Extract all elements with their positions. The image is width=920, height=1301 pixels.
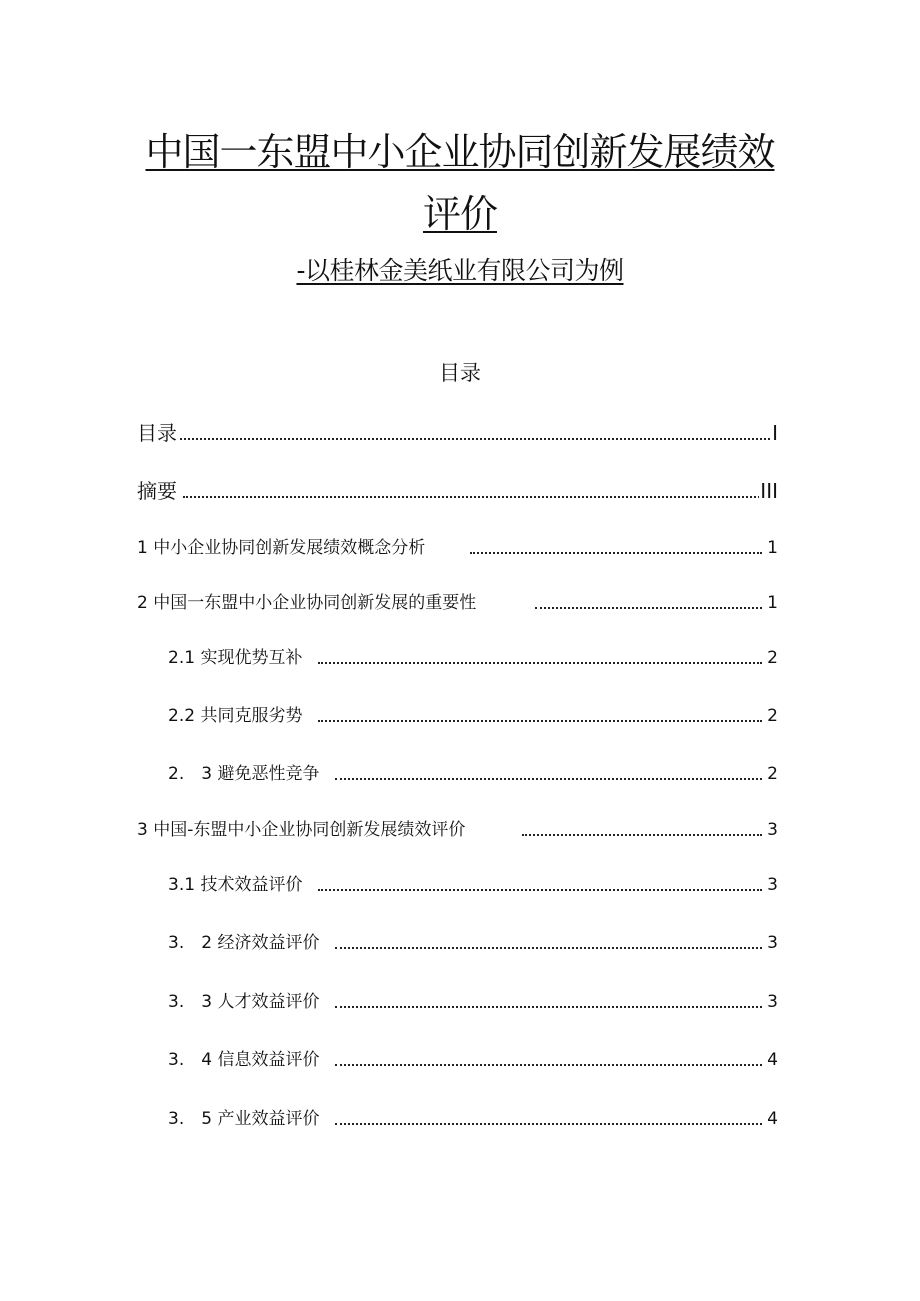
- toc-entry-page: 3: [767, 875, 778, 895]
- toc-entry-section-3[interactable]: [0, 812, 920, 842]
- toc-entry-page: 3: [767, 820, 778, 840]
- toc-leader-dots: [318, 662, 762, 664]
- toc-entry-section-3-5[interactable]: [0, 1101, 920, 1131]
- toc-entry-abstract[interactable]: [0, 474, 920, 504]
- toc-leader-dots: [318, 889, 762, 891]
- toc-entry-label: 2. 3 避免恶性竞争: [168, 764, 320, 784]
- toc-entry-section-3-1[interactable]: [0, 867, 920, 897]
- toc-entry-label: 3.1 技术效益评价: [168, 875, 303, 895]
- document-title-line-1: 中国一东盟中小企业协同创新发展绩效: [145, 130, 775, 174]
- toc-entry-label: 3. 5 产业效益评价: [168, 1109, 320, 1129]
- toc-entry-section-2-3[interactable]: [0, 756, 920, 786]
- document-subtitle: -以桂林金美纸业有限公司为例: [296, 256, 624, 285]
- toc-entry-label: 摘要: [137, 479, 177, 503]
- toc-entry-page: 3: [767, 933, 778, 953]
- toc-entry-page: 4: [767, 1109, 778, 1129]
- toc-leader-dots: [183, 496, 760, 498]
- toc-entry-contents[interactable]: [0, 416, 920, 446]
- toc-entry-page: III: [760, 479, 778, 503]
- toc-entry-page: 4: [767, 1050, 778, 1070]
- toc-entry-page: I: [772, 421, 778, 445]
- toc-entry-section-3-2[interactable]: [0, 925, 920, 955]
- toc-entry-page: 2: [767, 706, 778, 726]
- toc-heading: 目录: [439, 361, 481, 385]
- toc-entry-label: 1 中小企业协同创新发展绩效概念分析: [137, 538, 426, 558]
- toc-entry-label: 3. 3 人才效益评价: [168, 992, 320, 1012]
- toc-entry-label: 3 中国-东盟中小企业协同创新发展绩效评价: [137, 820, 466, 840]
- toc-leader-dots: [335, 1064, 762, 1066]
- toc-entry-label: 目录: [137, 421, 177, 445]
- toc-entry-label: 3. 2 经济效益评价: [168, 933, 320, 953]
- toc-leader-dots: [318, 720, 762, 722]
- toc-entry-section-2-2[interactable]: [0, 698, 920, 728]
- toc-entry-section-1[interactable]: [0, 530, 920, 560]
- toc-leader-dots: [180, 438, 770, 440]
- toc-leader-dots: [335, 1123, 762, 1125]
- toc-entry-page: 1: [767, 593, 778, 613]
- toc-entry-section-3-4[interactable]: [0, 1042, 920, 1072]
- toc-leader-dots: [335, 947, 762, 949]
- toc-entry-section-3-3[interactable]: [0, 984, 920, 1014]
- toc-leader-dots: [522, 834, 762, 836]
- toc-leader-dots: [335, 1006, 762, 1008]
- toc-entry-page: 2: [767, 764, 778, 784]
- toc-entry-label: 3. 4 信息效益评价: [168, 1050, 320, 1070]
- toc-entry-page: 3: [767, 992, 778, 1012]
- toc-leader-dots: [335, 778, 762, 780]
- toc-entry-label: 2.2 共同克服劣势: [168, 706, 303, 726]
- toc-entry-page: 1: [767, 538, 778, 558]
- toc-entry-page: 2: [767, 648, 778, 668]
- toc-entry-label: 2 中国一东盟中小企业协同创新发展的重要性: [137, 593, 477, 613]
- toc-leader-dots: [470, 552, 762, 554]
- toc-entry-section-2[interactable]: [0, 585, 920, 615]
- document-title-line-2: 评价: [422, 192, 497, 236]
- toc-leader-dots: [535, 607, 762, 609]
- toc-entry-section-2-1[interactable]: [0, 640, 920, 670]
- toc-entry-label: 2.1 实现优势互补: [168, 648, 303, 668]
